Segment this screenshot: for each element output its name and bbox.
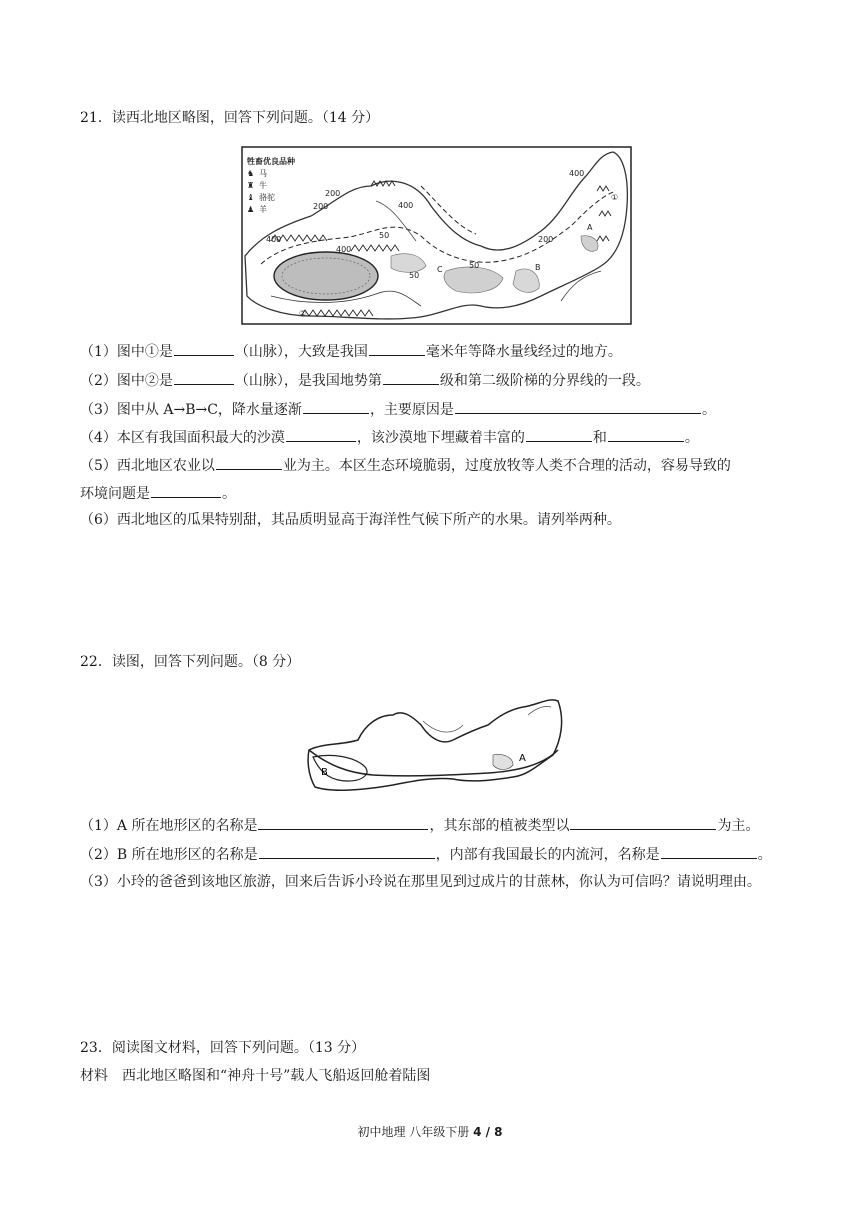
contour-label: 200 [325, 189, 341, 198]
q21-item-1 [80, 340, 622, 362]
contour-label: 50 [379, 231, 390, 240]
q21-item-3 [80, 398, 716, 420]
marker-1: ① [611, 193, 619, 202]
answer-blank[interactable] [661, 843, 757, 859]
answer-blank[interactable] [608, 426, 684, 442]
contour-label: 50 [409, 271, 420, 280]
contour-label: 50 [469, 261, 480, 270]
item-text: 。 [701, 402, 716, 418]
item-text: 级和第二级阶梯的分界线的一段。 [439, 373, 650, 389]
region-map [303, 695, 567, 801]
answer-blank[interactable] [303, 398, 369, 414]
answer-blank[interactable] [383, 369, 439, 385]
answer-blank[interactable] [526, 426, 592, 442]
page-number: 4 / 8 [473, 1125, 503, 1139]
item-text: 。 [757, 847, 772, 863]
marker-a: A [587, 223, 593, 232]
contour-label: 400 [569, 169, 585, 178]
northwest-map [241, 146, 632, 325]
item-text: ，该沙漠地下埋藏着丰富的 [356, 430, 525, 446]
sheep-icon: ♟ [247, 205, 255, 214]
q22-item-3: （3）小玲的爸爸到该地区旅游，回来后告诉小玲说在那里见到过成片的甘蔗林，你认为可信吗？请说明理由。 [80, 874, 761, 890]
q21-item-4 [80, 426, 699, 448]
answer-blank[interactable] [259, 843, 435, 859]
answer-blank[interactable] [455, 398, 701, 414]
contour-label: 200 [313, 202, 329, 211]
legend-title: 牲畜优良品种 [247, 157, 295, 166]
q21-item-2 [80, 369, 650, 391]
item-text: （2）图中②是 [80, 373, 173, 389]
horse-icon: ♞ [247, 169, 255, 178]
answer-blank[interactable] [151, 482, 221, 498]
contour-label: 400 [398, 201, 414, 210]
marker-b: B [321, 767, 328, 778]
item-text: ，其东部的植被类型以 [429, 818, 570, 834]
marker-b: B [535, 263, 541, 272]
contour-label: 200 [538, 235, 554, 244]
item-text: 。 [222, 486, 236, 502]
contour-label: 400 [266, 235, 282, 244]
item-text: ，主要原因是 [369, 402, 454, 418]
camel-icon: ♝ [247, 193, 255, 202]
answer-blank[interactable] [174, 340, 234, 356]
q21-item-5-cont [80, 482, 236, 504]
answer-blank[interactable] [258, 814, 428, 830]
item-text: （3）图中从 A→B→C，降水量逐渐 [80, 402, 302, 418]
answer-blank[interactable] [369, 340, 425, 356]
item-text: 和 [592, 430, 607, 446]
item-text: ，内部有我国最长的内流河，名称是 [435, 847, 660, 863]
q23-material: 材料 西北地区略图和“神舟十号”载人飞船返回舱着陆图 [80, 1068, 431, 1084]
q23-title: 23．阅读图文材料，回答下列问题。（13 分） [80, 1040, 366, 1056]
q22-item-2 [80, 843, 772, 865]
answer-blank[interactable] [216, 454, 282, 470]
legend-sheep: 羊 [259, 205, 267, 214]
legend-camel: 骆驼 [259, 193, 275, 202]
marker-a: A [519, 753, 526, 764]
cattle-icon: ♜ [247, 181, 255, 190]
marker-c: C [437, 265, 443, 274]
q21-item-6 [80, 510, 621, 530]
q22-title: 22．读图，回答下列问题。（8 分） [80, 654, 301, 670]
item-text: （4）本区有我国面积最大的沙漠 [80, 430, 285, 446]
marker-2: ② [299, 309, 307, 318]
item-text: （1）A 所在地形区的名称是 [80, 818, 258, 834]
region-map-svg [303, 695, 567, 801]
q22-item-1 [80, 814, 759, 836]
item-text: 毫米年等降水量线经过的地方。 [425, 344, 622, 360]
item-text: （2）B 所在地形区的名称是 [80, 847, 258, 863]
contour-label: 400 [336, 245, 352, 254]
item-text: 。 [684, 430, 699, 446]
item-text: 为主。 [717, 818, 760, 834]
answer-blank[interactable] [286, 426, 356, 442]
q21-item-5 [80, 454, 731, 476]
item-text: （山脉），是我国地势第 [234, 373, 382, 389]
item-text: （6）西北地区的瓜果特别甜，其品质明显高于海洋性气候下所产的水果。请列举两种。 [80, 512, 621, 528]
answer-blank[interactable] [570, 814, 716, 830]
item-text: 业为主。本区生态环境脆弱，过度放牧等人类不合理的活动，容易导致的 [282, 458, 731, 474]
legend-cattle: 牛 [259, 181, 267, 190]
item-text: （5）西北地区农业以 [80, 458, 215, 474]
footer-subject: 初中地理 八年级下册 [357, 1125, 474, 1139]
northwest-map-svg [241, 146, 632, 325]
legend-horse: 马 [259, 169, 267, 178]
item-text: （山脉），大致是我国 [234, 344, 368, 360]
item-text: 环境问题是 [80, 486, 150, 502]
item-text: （1）图中①是 [80, 344, 173, 360]
page-footer [0, 1123, 860, 1140]
q21-title: 21．读西北地区略图，回答下列问题。（14 分） [80, 110, 380, 126]
answer-blank[interactable] [174, 369, 234, 385]
